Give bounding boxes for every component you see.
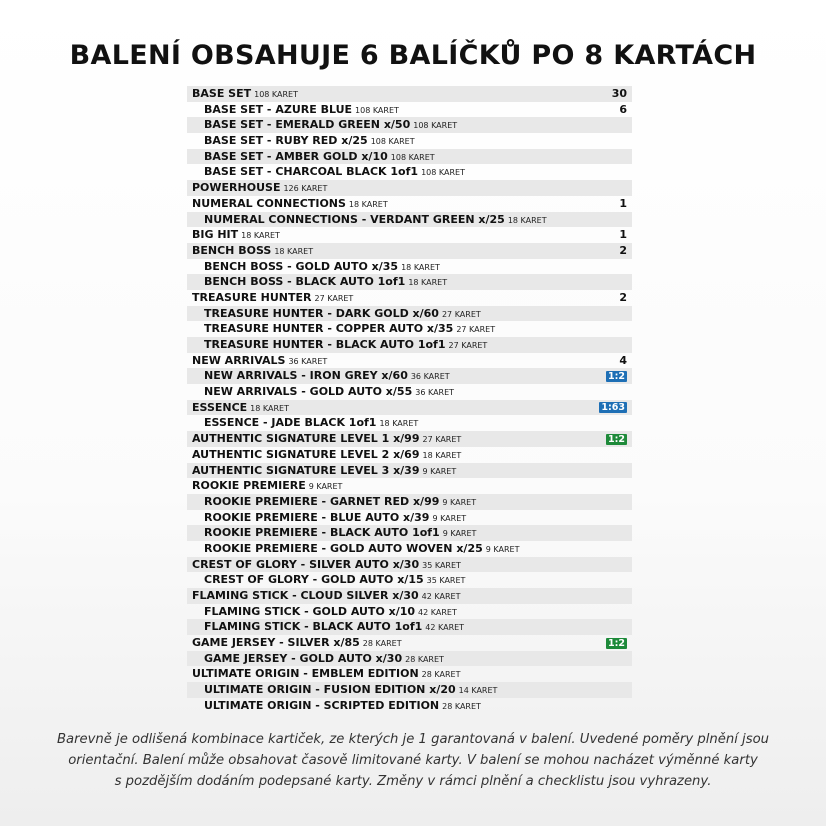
- table-row: [187, 447, 632, 463]
- row-value: 1: [619, 196, 627, 210]
- table-row: [187, 274, 632, 290]
- row-name: BASE SET - RUBY RED x/25: [204, 134, 368, 148]
- row-value: [587, 400, 627, 416]
- row-name: AUTHENTIC SIGNATURE LEVEL 3 x/39: [192, 463, 420, 477]
- row-card-count: 9 KARET: [442, 497, 477, 507]
- row-card-count: 35 KARET: [422, 560, 461, 570]
- row-card-count: 42 KARET: [421, 592, 461, 601]
- row-name: NUMERAL CONNECTIONS: [192, 196, 346, 210]
- row-card-count: 28 KARET: [442, 701, 481, 711]
- row-name: FLAMING STICK - BLACK AUTO 1of1: [204, 620, 423, 634]
- table-row: [187, 431, 632, 447]
- table-row: [187, 86, 632, 102]
- row-name: BENCH BOSS - BLACK AUTO 1of1: [204, 275, 406, 289]
- row-value: 6: [619, 102, 627, 116]
- footer-line: s pozdějším dodáním podepsané karty. Změny v rámci plnění a checklistu jsou vyhrazeny.: [114, 774, 712, 789]
- row-name: NEW ARRIVALS - IRON GREY x/60: [204, 369, 408, 383]
- row-name: BASE SET - AMBER GOLD x/10: [204, 149, 388, 163]
- footer-line: orientační. Balení může obsahovat časově limitované karty. V balení se mohou nacházet výměnné karty: [68, 753, 758, 768]
- row-card-count: 27 KARET: [456, 325, 496, 335]
- row-card-count: 18 KARET: [507, 215, 547, 225]
- row-value: [587, 431, 627, 447]
- row-card-count: 18 KARET: [408, 278, 448, 288]
- table-row: [187, 227, 632, 243]
- table-row: [187, 321, 632, 337]
- row-card-count: 27 KARET: [441, 309, 481, 319]
- table-row: [187, 619, 632, 635]
- row-card-count: 18 KARET: [241, 231, 280, 241]
- row-value: 2: [619, 290, 627, 304]
- table-row: [187, 463, 632, 479]
- row-name: ULTIMATE ORIGIN - FUSION EDITION x/20: [204, 683, 456, 697]
- table-row: [187, 353, 632, 369]
- row-name: ULTIMATE ORIGIN - EMBLEM EDITION: [192, 667, 419, 681]
- ratio-badge: 1:2: [607, 637, 625, 649]
- row-card-count: 36 KARET: [288, 356, 328, 366]
- row-name: CREST OF GLORY - SILVER AUTO x/30: [192, 557, 420, 571]
- row-card-count: 108 KARET: [421, 168, 465, 178]
- row-card-count: 36 KARET: [415, 388, 455, 398]
- row-name: AUTHENTIC SIGNATURE LEVEL 2 x/69: [192, 447, 420, 461]
- row-card-count: 108 KARET: [254, 90, 298, 99]
- row-name: ESSENCE: [192, 400, 248, 414]
- row-name: TREASURE HUNTER - BLACK AUTO 1of1: [204, 338, 446, 351]
- row-card-count: 18 KARET: [274, 246, 314, 256]
- table-row: [187, 525, 632, 541]
- row-name: ROOKIE PREMIERE - GOLD AUTO WOVEN x/25: [204, 541, 483, 555]
- table-row: [187, 635, 632, 651]
- table-row: [187, 259, 632, 275]
- row-card-count: 27 KARET: [448, 341, 488, 350]
- row-name: AUTHENTIC SIGNATURE LEVEL 1 x/99: [192, 432, 420, 446]
- table-row: [187, 588, 632, 604]
- checklist-table: [187, 86, 632, 714]
- row-name: TREASURE HUNTER: [192, 290, 312, 304]
- table-row: [187, 368, 632, 384]
- table-row: [187, 494, 632, 510]
- row-name: BIG HIT: [192, 228, 239, 242]
- row-card-count: 9 KARET: [442, 529, 477, 539]
- row-name: BASE SET - EMERALD GREEN x/50: [204, 118, 411, 132]
- table-row: [187, 290, 632, 306]
- row-value: [587, 635, 627, 651]
- table-row: [187, 415, 632, 431]
- table-row: [187, 164, 632, 180]
- row-name: POWERHOUSE: [192, 181, 281, 195]
- row-card-count: 9 KARET: [432, 513, 467, 523]
- row-name: BASE SET: [192, 87, 252, 100]
- row-card-count: 108 KARET: [355, 105, 399, 115]
- table-row: [187, 306, 632, 322]
- row-value: [587, 368, 627, 384]
- row-name: BASE SET - AZURE BLUE: [204, 102, 353, 116]
- row-name: BENCH BOSS - GOLD AUTO x/35: [204, 259, 399, 273]
- row-card-count: 108 KARET: [390, 152, 435, 162]
- row-name: CREST OF GLORY - GOLD AUTO x/15: [204, 573, 424, 587]
- row-card-count: 14 KARET: [458, 686, 498, 696]
- table-row: [187, 541, 632, 557]
- row-card-count: 18 KARET: [348, 199, 388, 209]
- table-row: [187, 510, 632, 526]
- table-row: [187, 117, 632, 133]
- row-name: FLAMING STICK - GOLD AUTO x/10: [204, 604, 416, 618]
- table-row: [187, 478, 632, 494]
- table-row: [187, 243, 632, 259]
- row-name: BASE SET - CHARCOAL BLACK 1of1: [204, 165, 419, 179]
- row-card-count: 18 KARET: [422, 450, 462, 460]
- table-row: [187, 337, 632, 353]
- row-name: GAME JERSEY - GOLD AUTO x/30: [204, 651, 403, 665]
- ratio-badge: 1:2: [607, 370, 625, 382]
- row-name: BENCH BOSS: [192, 243, 272, 257]
- row-card-count: 9 KARET: [308, 482, 343, 492]
- table-row: [187, 384, 632, 400]
- row-card-count: 27 KARET: [422, 435, 462, 445]
- row-card-count: 9 KARET: [485, 544, 520, 554]
- ratio-badge: 1:63: [601, 402, 625, 414]
- table-row: [187, 196, 632, 212]
- row-name: FLAMING STICK - CLOUD SILVER x/30: [192, 589, 419, 602]
- table-row: [187, 133, 632, 149]
- row-value: 30: [611, 87, 627, 100]
- row-value: 4: [619, 353, 627, 367]
- row-value: 2: [619, 243, 627, 257]
- row-name: TREASURE HUNTER - COPPER AUTO x/35: [204, 322, 454, 336]
- row-name: ROOKIE PREMIERE - BLUE AUTO x/39: [204, 510, 430, 524]
- row-card-count: 18 KARET: [250, 403, 289, 413]
- table-row: [187, 698, 632, 714]
- row-card-count: 9 KARET: [422, 466, 457, 476]
- table-row: [187, 212, 632, 228]
- row-name: NUMERAL CONNECTIONS - VERDANT GREEN x/25: [204, 212, 505, 226]
- table-row: [187, 666, 632, 682]
- row-name: ESSENCE - JADE BLACK 1of1: [204, 416, 377, 430]
- row-name: NEW ARRIVALS: [192, 353, 286, 367]
- row-name: GAME JERSEY - SILVER x/85: [192, 636, 360, 650]
- row-card-count: 18 KARET: [401, 262, 440, 272]
- table-row: [187, 557, 632, 573]
- row-card-count: 42 KARET: [425, 623, 465, 633]
- row-card-count: 28 KARET: [362, 639, 402, 649]
- table-row: [187, 651, 632, 667]
- row-card-count: 108 KARET: [370, 137, 415, 147]
- row-card-count: 108 KARET: [413, 121, 458, 131]
- table-row: [187, 180, 632, 196]
- row-name: ROOKIE PREMIERE - GARNET RED x/99: [204, 494, 440, 508]
- table-row: [187, 572, 632, 588]
- table-row: [187, 400, 632, 416]
- row-name: ROOKIE PREMIERE: [192, 479, 306, 493]
- table-row: [187, 604, 632, 620]
- table-row: [187, 102, 632, 118]
- table-row: [187, 149, 632, 165]
- row-card-count: 18 KARET: [379, 419, 419, 429]
- ratio-badge: 1:2: [607, 433, 625, 445]
- row-name: ROOKIE PREMIERE - BLACK AUTO 1of1: [204, 526, 440, 540]
- row-card-count: 36 KARET: [410, 372, 450, 382]
- row-card-count: 27 KARET: [314, 293, 354, 303]
- page-title: BALENÍ OBSAHUJE 6 BALÍČKŮ PO 8 KARTÁCH: [69, 40, 757, 71]
- row-card-count: 28 KARET: [421, 670, 461, 680]
- row-name: ULTIMATE ORIGIN - SCRIPTED EDITION: [204, 698, 440, 712]
- row-card-count: 126 KARET: [283, 184, 328, 194]
- footer-note: [40, 729, 786, 792]
- row-card-count: 28 KARET: [405, 654, 444, 664]
- row-name: TREASURE HUNTER - DARK GOLD x/60: [204, 306, 439, 320]
- footer-line: Barevně je odlišená kombinace kartiček, ze kterých je 1 garantovaná v balení. Uvedené poměry plnění jsou: [56, 732, 770, 747]
- table-row: [187, 682, 632, 698]
- row-card-count: 35 KARET: [426, 576, 466, 586]
- row-name: NEW ARRIVALS - GOLD AUTO x/55: [204, 385, 413, 399]
- row-value: 1: [619, 228, 627, 242]
- row-card-count: 42 KARET: [418, 607, 457, 617]
